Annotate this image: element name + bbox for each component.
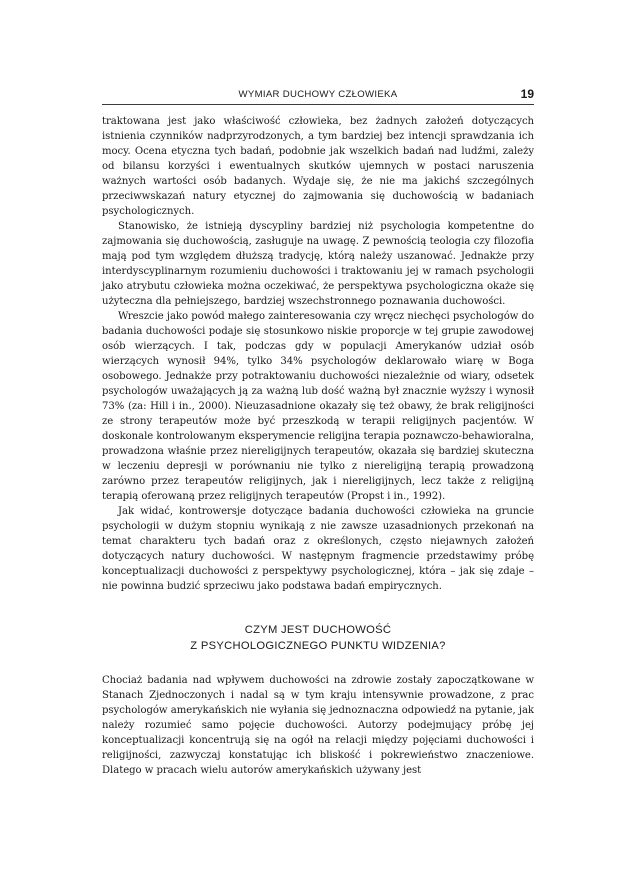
- paragraph: Jak widać, kontrowersje dotyczące badania duchowości człowieka na gruncie psychologii w dużym stopniu wynikają z nie zawsze uzasadnionych przekonań na temat charakteru tych badań oraz z określonych, często niejawnych założeń dotyczących natury duchowości. W następnym fragmencie przedstawimy próbę konceptualizacji duchowości z perspektywy psychologicznej, która – jak się zdaje – nie powinna budzić sprzeciwu jako podstawa badań empirycznych.: [102, 506, 534, 592]
- section-heading: [102, 622, 534, 654]
- section-paragraph: Chociaż badania nad wpływem duchowości na zdrowie zostały zapoczątkowane w Stanach Zjednoczonych i nadal są w tym kraju intensywnie prowadzone, z prac psychologów amerykańskich nie wyłania się jednoznaczna odpowiedź na pytanie, jak należy rozumieć samo pojęcie duchowości. Autorzy podejmujący próbę jej konceptualizacji koncentrują się na ogół na relacji między pojęciami duchowości i religijności, zazwyczaj konstatując ich bliskość i pokrewieństwo znaczeniowe. Dlatego w pracach wielu autorów amerykańskich używany jest: [102, 675, 534, 776]
- running-title: WYMIAR DUCHOWY CZŁOWIEKA: [238, 89, 398, 100]
- paragraph-continued: traktowana jest jako właściwość człowieka, bez żadnych założeń dotyczących istnienia czynników nadprzyrodzonych, a tym bardziej bez intencji sprawdzania ich mocy. Ocena etyczna tych badań, podobnie jak wszelkich badań nad ludźmi, zależy od bilansu korzyści i ewentualnych skutków ujemnych w postaci naruszenia ważnych wartości osób badanych. Wydaje się, że nie ma jakichś szczególnych przeciwwskazań natury etycznej do zajmowania się duchowością w badaniach psychologicznych.: [102, 116, 534, 217]
- page-number: 19: [520, 87, 534, 101]
- section-heading-line-1: CZYM JEST DUCHOWOŚĆ: [244, 624, 392, 636]
- section-heading-line-2: Z PSYCHOLOGICZNEGO PUNKTU WIDZENIA?: [190, 640, 446, 652]
- body-text: [102, 114, 534, 778]
- paragraph: Wreszcie jako powód małego zainteresowania czy wręcz niechęci psychologów do badania duchowości podaje się stosunkowo niskie proporcje w tej grupie zawodowej osób wierzących. I tak, podczas gdy w populacji Amerykanów udział osób wierzących wynosił 94%, tylko 34% psychologów deklarowało wiarę w Boga osobowego. Jednakże przy potraktowaniu duchowości niezależnie od wiary, odsetek psychologów uważających ją za ważną lub dość ważną był znacznie wyższy i wynosił 73% (za: Hill i in., 2000). Nieuzasadnione okazały się też obawy, że brak religijności ze strony terapeutów może być przeszkodą w terapii religijnych pacjentów. W doskonale kontrolowanym eksperymencie religijna terapia poznawczo-behawioralna, prowadzona właśnie przez niereligijnych terapeutów, okazała się bardziej skuteczna w leczeniu depresji w porównaniu nie tylko z niereligijną terapią prowadzoną zarówno przez terapeutów religijnych, jak i niereligijnych, lecz także z religijną terapią oferowaną przez religijnych terapeutów (Propst i in., 1992).: [102, 311, 534, 502]
- book-page: [102, 86, 534, 778]
- paragraph: Stanowisko, że istnieją dyscypliny bardziej niż psychologia kompetentne do zajmowania się duchowością, zasługuje na uwagę. Z pewnością teologia czy filozofia mają pod tym względem dłuższą tradycję, którą należy uszanować. Jednakże przy interdyscyplinarnym rozumieniu duchowości i traktowaniu jej w ramach psychologii jako atrybutu człowieka można oczekiwać, że perspektywa psychologiczna okaże się użyteczna dla pełniejszego, bardziej wszechstronnego poznawania duchowości.: [102, 221, 534, 307]
- running-header: [102, 86, 534, 105]
